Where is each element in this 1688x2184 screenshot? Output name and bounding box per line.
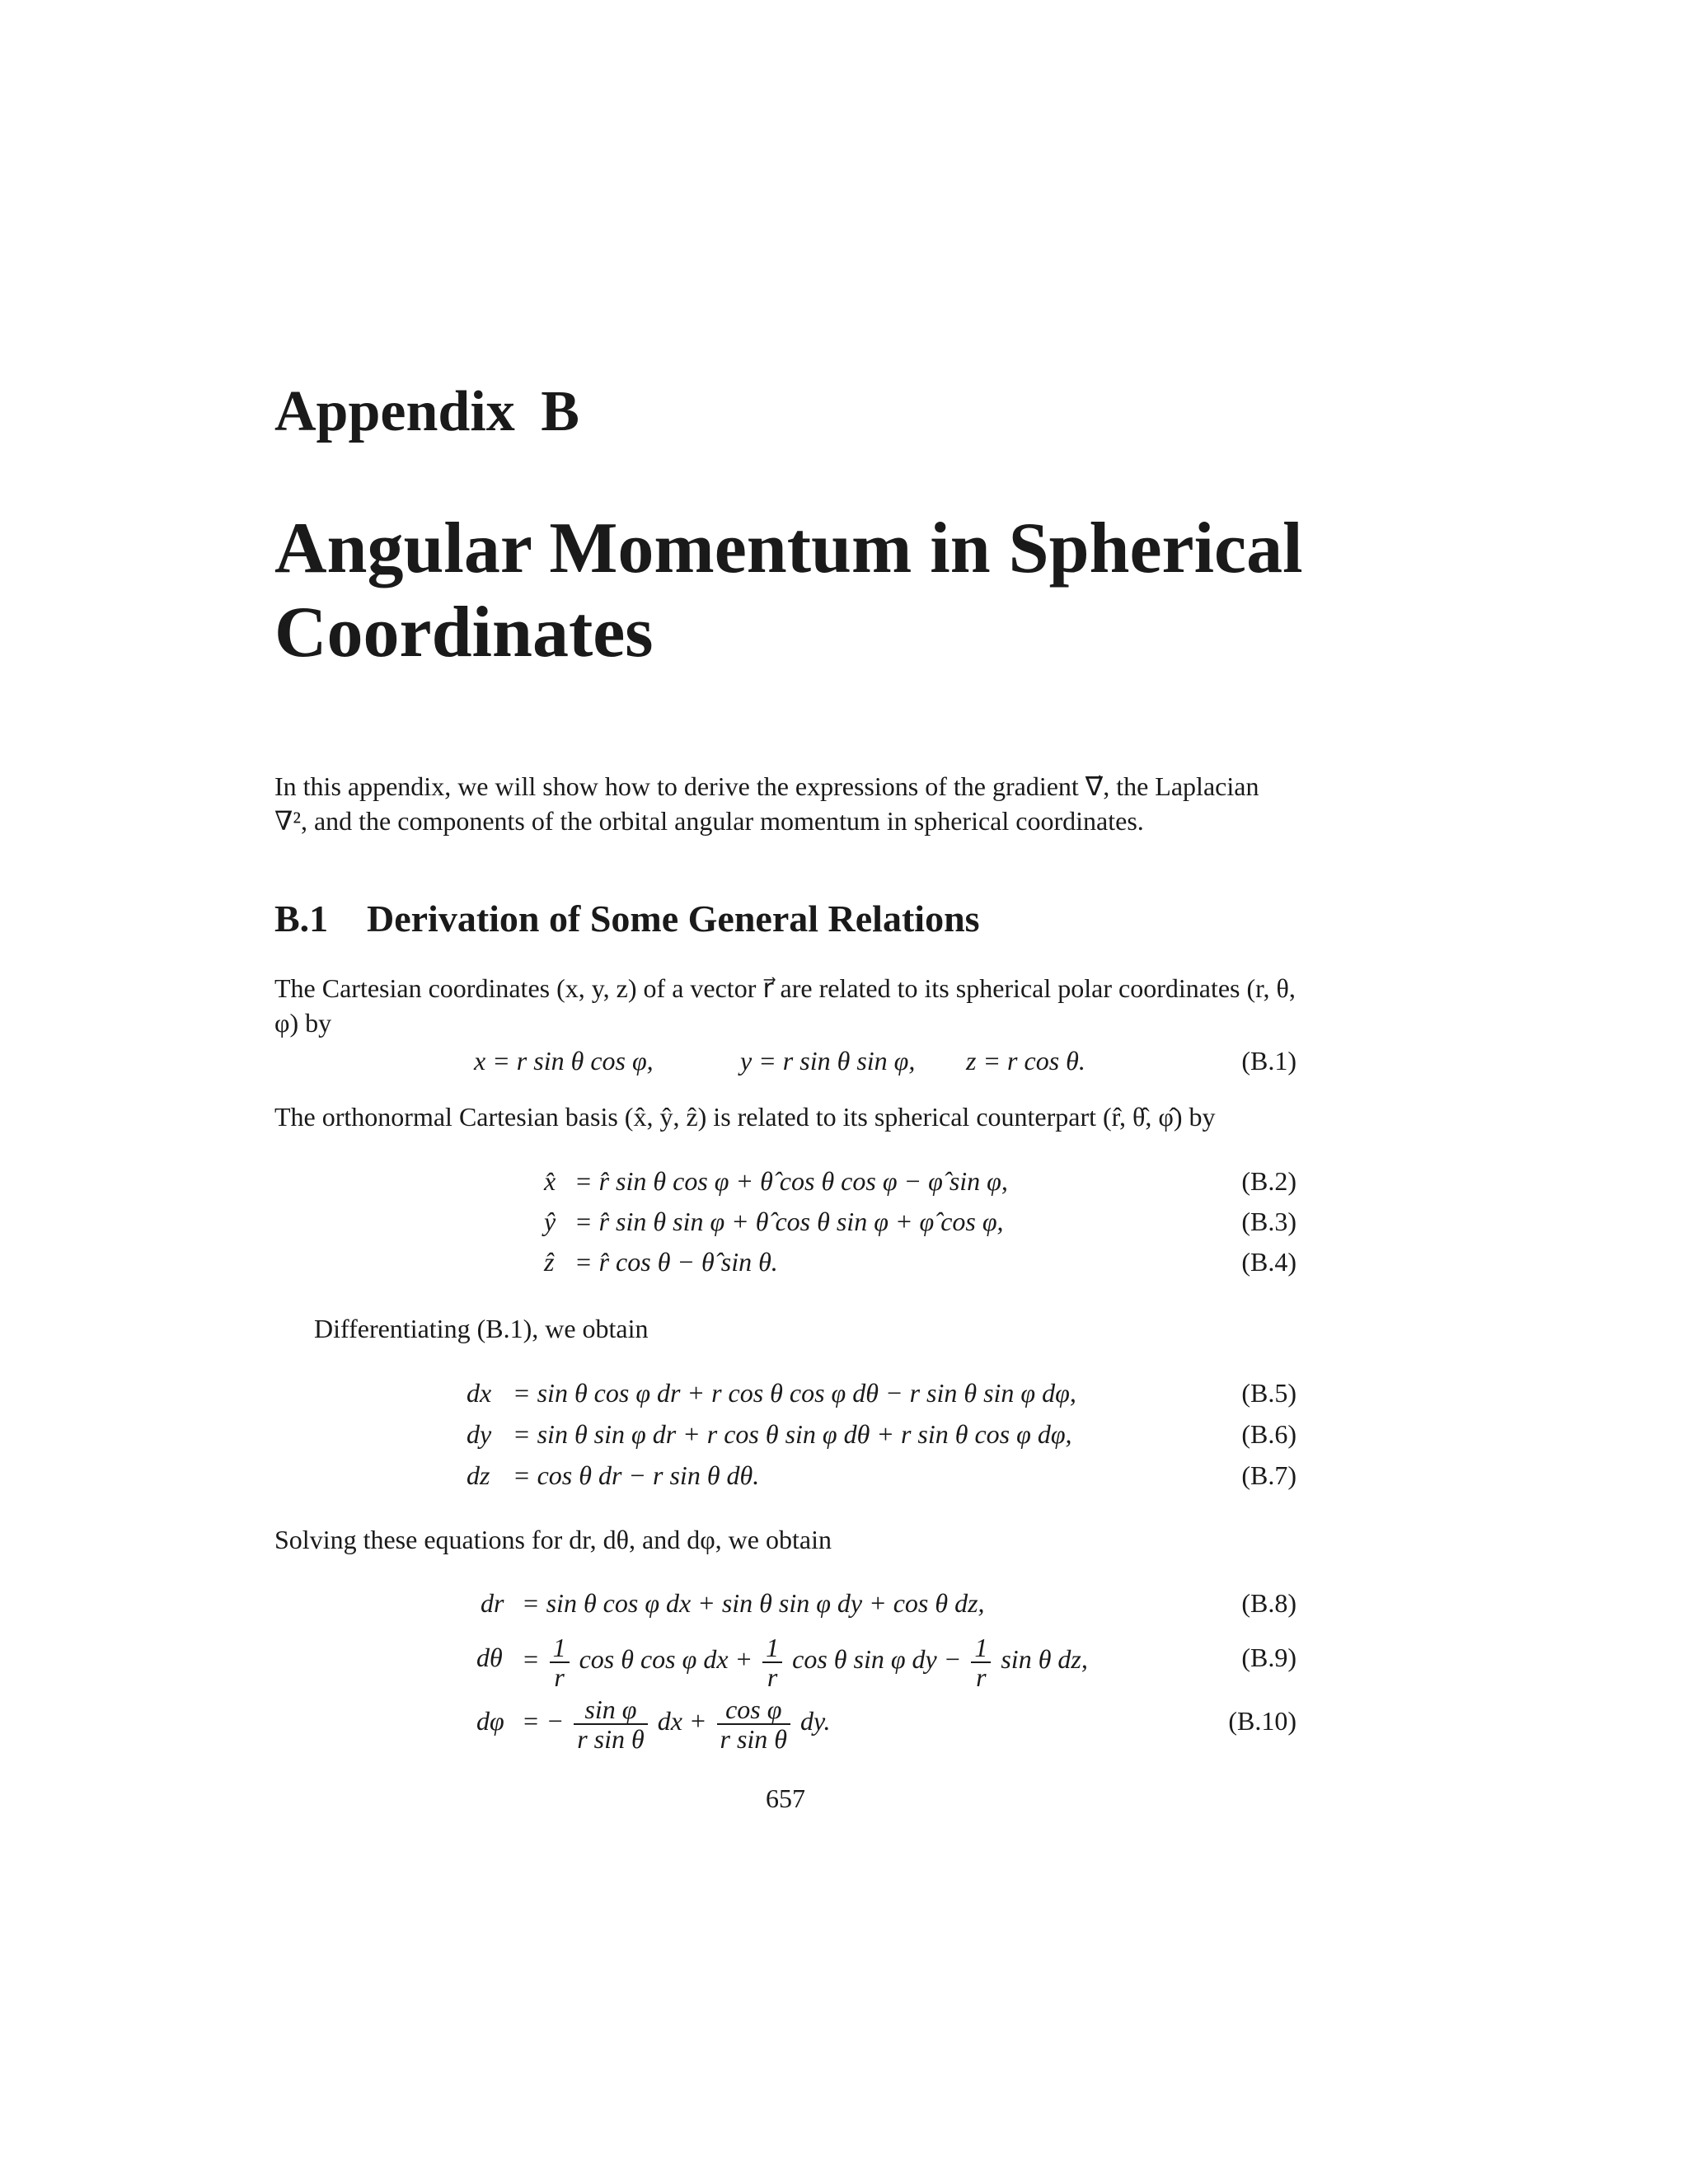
equation-b10-term-2: dy.	[800, 1706, 831, 1736]
numerator: 1	[971, 1633, 991, 1663]
section-title: Derivation of Some General Relations	[367, 898, 980, 940]
appendix-label: Appendix B	[274, 380, 579, 443]
numerator: cos φ	[717, 1695, 791, 1725]
equation-b5-rhs: = sin θ cos φ dr + r cos θ cos φ dθ − r sin θ sin φ dφ,	[513, 1378, 1076, 1408]
equation-number-b10: (B.10)	[1228, 1706, 1296, 1736]
equation-b6-rhs: = sin θ sin φ dr + r cos θ sin φ dθ + r sin θ cos φ dφ,	[513, 1419, 1072, 1449]
equation-b1-x: x = r sin θ cos φ,	[474, 1046, 654, 1076]
equation-b9-term-3: sin θ dz,	[1001, 1644, 1088, 1674]
equation-b9-rhs	[522, 1626, 1088, 1692]
equation-b3-lhs: ŷ	[544, 1207, 556, 1236]
fraction-sin-phi-over-r-sin-theta	[574, 1695, 648, 1753]
denominator: r sin θ	[577, 1723, 645, 1754]
equation-number-b4: (B.4)	[1241, 1247, 1296, 1277]
section-number: B.1	[274, 898, 329, 940]
equation-b10-equals: = −	[522, 1706, 565, 1736]
equation-b8-rhs: = sin θ cos φ dx + sin θ sin φ dy + cos θ dz,	[522, 1588, 985, 1618]
equation-b10-term-1: dx +	[657, 1706, 707, 1736]
fraction-one-over-r-1	[550, 1633, 570, 1691]
paragraph-solving: Solving these equations for dr, dθ, and dφ, we obtain	[274, 1525, 832, 1554]
equation-number-b6: (B.6)	[1241, 1419, 1296, 1449]
equation-b6-lhs: dy	[467, 1419, 492, 1449]
equation-b9-term-2: cos θ sin φ dy −	[792, 1644, 962, 1674]
denominator: r	[554, 1661, 565, 1692]
equation-b1-z: z = r cos θ.	[966, 1046, 1085, 1076]
numerator: 1	[550, 1633, 570, 1663]
equation-number-b1: (B.1)	[1241, 1046, 1296, 1076]
equation-number-b3: (B.3)	[1241, 1207, 1296, 1236]
equation-b2-lhs: x̂	[544, 1166, 556, 1196]
equation-b9-equals: =	[522, 1644, 540, 1674]
equation-number-b2: (B.2)	[1241, 1166, 1296, 1196]
fraction-cos-phi-over-r-sin-theta	[717, 1695, 791, 1753]
intro-paragraph: In this appendix, we will show how to derive the expressions of the gradient ∇⃗, the Laplacian ∇², and the components of the orbital angular momentum in spherical coordinates.	[274, 771, 1259, 836]
page-number: 657	[766, 1783, 805, 1813]
fraction-one-over-r-2	[762, 1633, 782, 1691]
chapter-title	[274, 507, 1303, 675]
section-heading	[274, 897, 980, 940]
equation-b7-lhs: dz	[467, 1460, 490, 1490]
equation-b10-rhs	[522, 1688, 830, 1754]
equation-b2-rhs: = r̂ sin θ cos φ + θ̂ cos θ cos φ − φ̂ sin φ,	[574, 1166, 1008, 1196]
equation-number-b5: (B.5)	[1241, 1378, 1296, 1408]
equation-b4-lhs: ẑ	[544, 1247, 555, 1277]
equation-b9-term-1: cos θ cos φ dx +	[579, 1644, 753, 1674]
denominator: r	[976, 1661, 987, 1692]
paragraph-orthonormal-basis: The orthonormal Cartesian basis (x̂, ŷ, ẑ) is related to its spherical counterpart (r̂, θ̂, φ̂) by	[274, 1102, 1216, 1132]
equation-b8-lhs: dr	[481, 1588, 504, 1618]
numerator: sin φ	[574, 1695, 648, 1725]
equation-b9-lhs: dθ	[476, 1643, 503, 1672]
equation-b5-lhs: dx	[467, 1378, 492, 1408]
paragraph-differentiating: Differentiating (B.1), we obtain	[314, 1314, 649, 1343]
chapter-title-line-1: Angular Momentum in Spherical	[274, 509, 1303, 588]
equation-number-b7: (B.7)	[1241, 1460, 1296, 1490]
equation-b3-rhs: = r̂ sin θ sin φ + θ̂ cos θ sin φ + φ̂ cos φ,	[574, 1207, 1004, 1236]
paragraph-cartesian-coordinates: The Cartesian coordinates (x, y, z) of a vector r⃗ are related to its spherical polar coordinates (r, θ, φ) by	[274, 973, 1296, 1038]
equation-b1-y: y = r sin θ sin φ,	[740, 1046, 916, 1076]
chapter-title-line-2: Coordinates	[274, 593, 654, 673]
numerator: 1	[762, 1633, 782, 1663]
fraction-one-over-r-3	[971, 1633, 991, 1691]
denominator: r	[767, 1661, 778, 1692]
equation-b4-rhs: = r̂ cos θ − θ̂ sin θ.	[574, 1247, 778, 1277]
equation-number-b8: (B.8)	[1241, 1588, 1296, 1618]
denominator: r sin θ	[720, 1723, 788, 1754]
equation-b7-rhs: = cos θ dr − r sin θ dθ.	[513, 1460, 760, 1490]
equation-number-b9: (B.9)	[1241, 1643, 1296, 1672]
equation-b10-lhs: dφ	[476, 1706, 504, 1736]
